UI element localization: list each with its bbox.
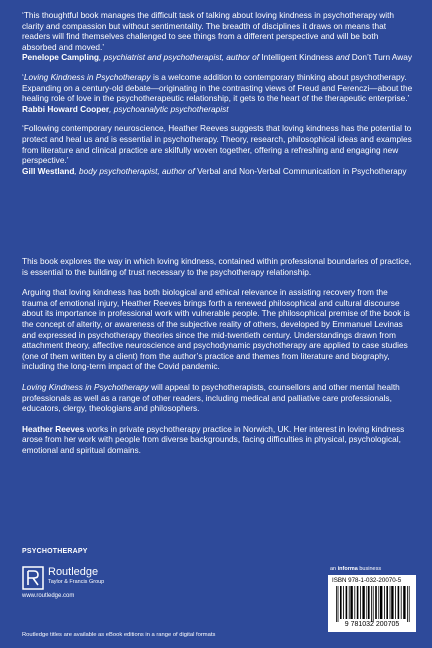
description-text: will appeal to psychotherapists, counsellors and other mental health professionals as well as a range of other readers, including medical and palliative care professionals, educators, clergy, theologians and philosophers. — [22, 381, 400, 414]
subject-category: PSYCHOTHERAPY — [22, 548, 88, 555]
endorsement-attribution — [22, 104, 414, 115]
quote-mark: ‘ — [22, 71, 24, 82]
informa-tagline — [330, 566, 381, 572]
barcode-icon — [336, 586, 412, 622]
book-title-ref: Don’t Turn Away — [351, 52, 413, 63]
informa-brand: informa — [337, 566, 358, 572]
informa-suffix: business — [357, 566, 382, 572]
endorser-role-join: and — [333, 52, 352, 63]
book-title-ref: Verbal and Non-Verbal Communication in Psychotherapy — [197, 165, 407, 176]
ebook-notice: Routledge titles are available as eBook editions in a range of digital formats — [22, 632, 216, 638]
endorsement-campling — [22, 10, 414, 63]
endorser-name: Gill Westland — [22, 165, 75, 176]
barcode-digits: 9 781032 200705 — [344, 621, 400, 628]
author-name: Heather Reeves — [22, 423, 85, 434]
routledge-logo-icon — [22, 566, 44, 590]
endorsement-cooper — [22, 72, 414, 114]
author-bio-text: works in private psychotherapy practice in Norwich, UK. Her interest in loving kindness arose from her work with people from diverse backgrounds, facing difficulties in physical, psychological, emotional and spiritual domains. — [22, 423, 405, 455]
publisher-logo — [22, 566, 192, 600]
endorser-role: , body psychotherapist, author of — [74, 165, 198, 176]
endorser-role: , psychoanalytic psychotherapist — [109, 103, 229, 114]
description-paragraph: Arguing that loving kindness has both biological and ethical relevance in assisting recovery from the trauma of emotional injury, Heather Reeves brings forth a renewed philosophical and cultural discourse about its importance in professional work with vulnerable people. The philosophical premise of the book is the concept of alterity, or awareness of the subjective reality of others, developed by Emmanuel Levinas and expressed in psychotherapy theories since the mid-twentieth century. Understandings drawn from attachment theory, affective neuroscience and psychodynamic psychotherapy are applied to case studies (one of them written by a client) from the author’s practice and themes from literature and biography, including the long-term impact of the Covid pandemic. — [22, 287, 410, 372]
publisher-url: www.routledge.com — [22, 593, 75, 599]
endorsement-text: ‘Following contemporary neuroscience, Heather Reeves suggests that loving kindness has the potential to protect and heal us and is essential in psychotherapy. Theory, research, philosophical ideas and examples from literature and clinical practice are skilfully woven together, offering a refreshing and engaging new perspective.’ — [22, 123, 412, 166]
book-title-ref: Loving Kindness in Psychotherapy — [23, 71, 151, 82]
book-description — [22, 256, 414, 466]
endorsement-westland — [22, 123, 414, 176]
publisher-group: Taylor & Francis Group — [48, 579, 105, 585]
endorsement-attribution — [22, 52, 414, 63]
publisher-name: Routledge — [48, 566, 99, 578]
endorsement-text-rest: is a welcome addition to contemporary thinking about psychotherapy. Expanding on a century-old debate—originating in the contrasting views of Freud and Ferenczi—about the healing role of love in the psychotherapeutic relationship, it gets to the heart of the therapeutic enterprise.’ — [22, 71, 413, 104]
endorser-role: , psychiatrist and psychotherapist, author of — [99, 52, 262, 63]
isbn-label: ISBN 978-1-032-20070-5 — [332, 577, 402, 584]
description-paragraph — [22, 382, 414, 414]
description-paragraph: This book explores the way in which loving kindness, contained within professional boundaries of practice, is essential to the building of trust necessary to the psychotherapy relationship. — [22, 256, 412, 277]
barcode-panel — [328, 575, 416, 632]
endorser-name: Penelope Campling — [22, 52, 99, 63]
book-title-ref: Loving Kindness in Psychotherapy — [22, 381, 149, 392]
author-bio — [22, 424, 414, 456]
endorsement-text: ‘This thoughtful book manages the difficult task of talking about loving kindness in psychotherapy with clarity and compassion but without sentimentality. The breadth of disciplines it draws on means that readers will find themselves challenged to see things from a different perspective and will be both absorbed and moved.’ — [22, 10, 395, 52]
endorsement-attribution — [22, 166, 414, 177]
endorsements — [22, 10, 414, 185]
endorser-name: Rabbi Howard Cooper — [22, 103, 110, 114]
book-title-ref: Intelligent Kindness — [261, 52, 334, 63]
informa-prefix: an — [330, 566, 338, 572]
endorsement-text — [22, 72, 414, 104]
